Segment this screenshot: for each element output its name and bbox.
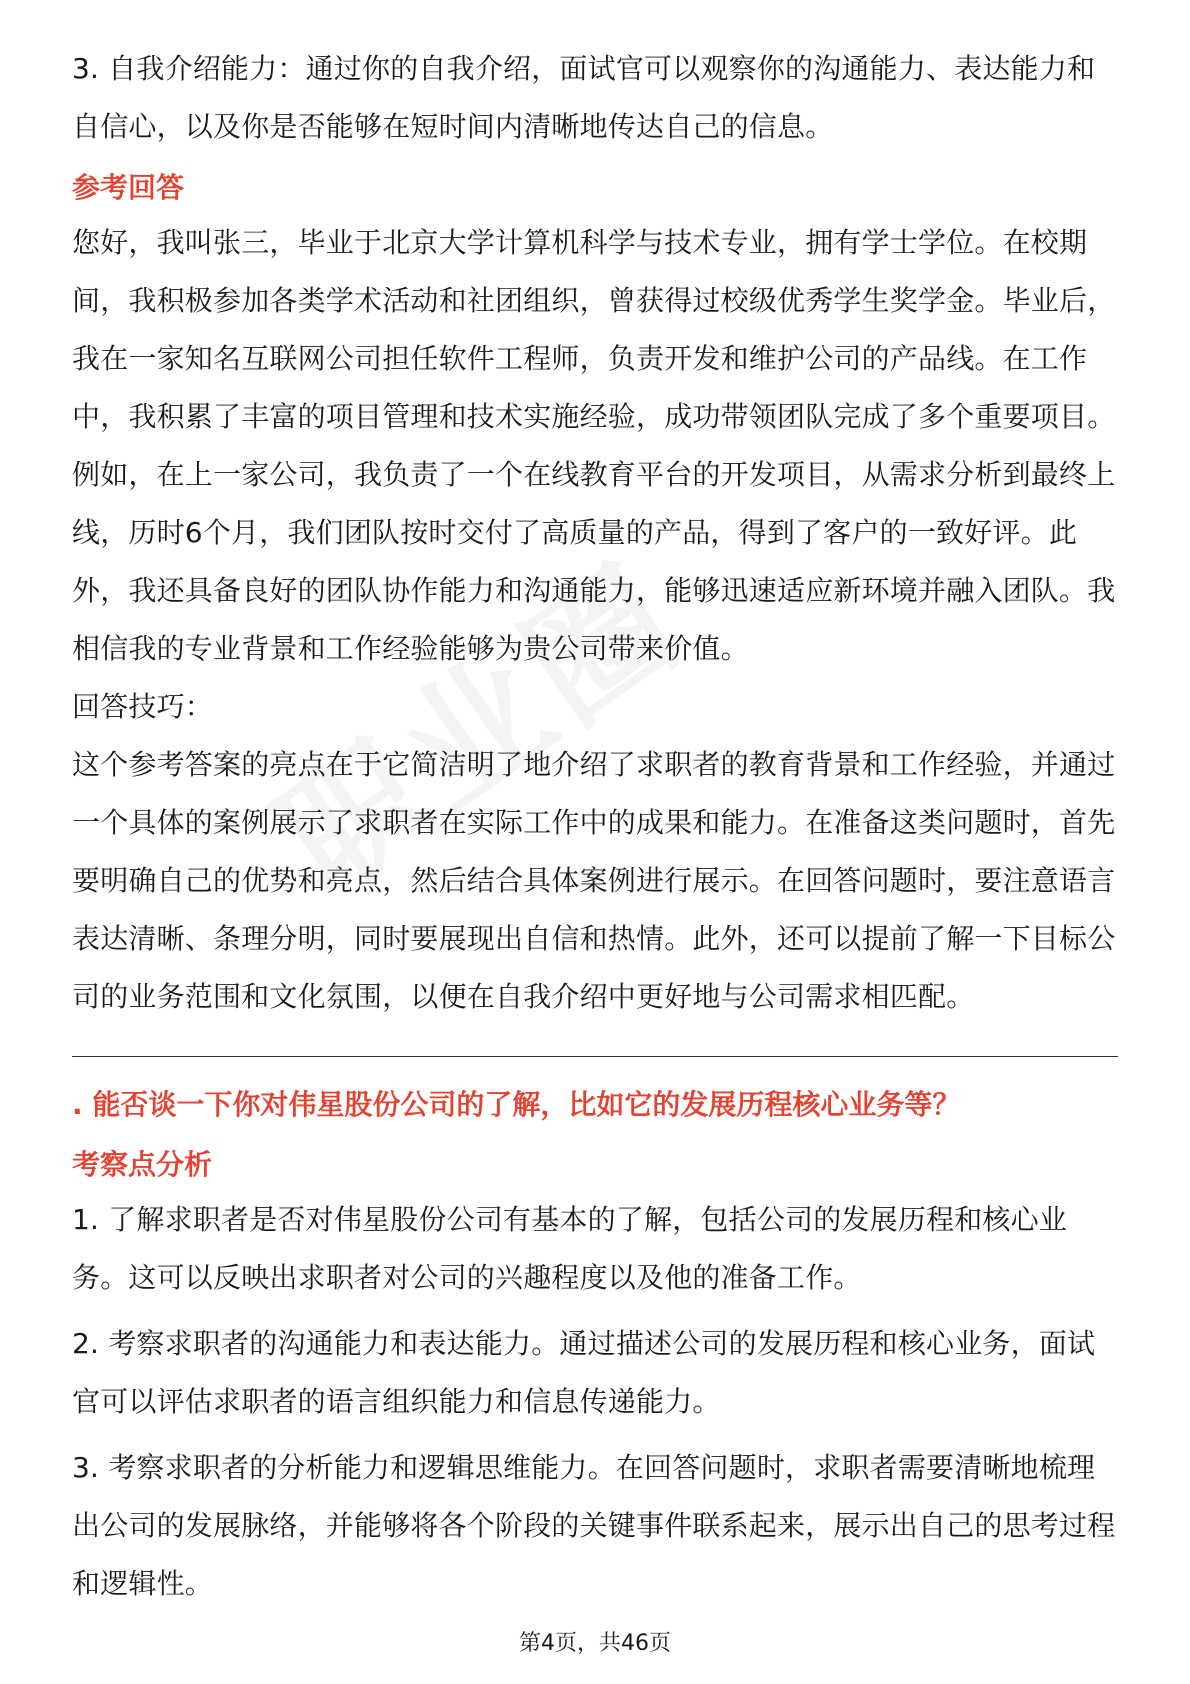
answer-tips-text: 这个参考答案的亮点在于它简洁明了地介绍了求职者的教育背景和工作经验，并通过一个具体的案例展示了求职者在实际工作中的成果和能力。在准备这类问题时，首先要明确自己的优势和亮点，然后结合具体案例进行展示。在回答问题时，要注意语言表达清晰、条理分明，同时要展现出自信和热情。此外，还可以提前了解一下目标公司的业务范围和文化氛围，以便在自我介绍中更好地与公司需求相匹配。: [72, 748, 1116, 1013]
analysis-heading: 考察点分析: [72, 1148, 213, 1181]
document-body: [72, 40, 1118, 1613]
page-number-footer: 第4页，共46页: [519, 1631, 671, 1656]
analysis-point-2: 2. 考察求职者的沟通能力和表达能力。通过描述公司的发展历程和核心业务，面试官可以评估求职者的语言组织能力和信息传递能力。: [72, 1327, 1096, 1418]
reference-answer-text: 您好，我叫张三，毕业于北京大学计算机科学与技术专业，拥有学士学位。在校期间，我积极参加各类学术活动和社团组织，曾获得过校级优秀学生奖学金。毕业后，我在一家知名互联网公司担任软件工程师，负责开发和维护公司的产品线。在工作中，我积累了丰富的项目管理和技术实施经验，成功带领团队完成了多个重要项目。例如，在上一家公司，我负责了一个在线教育平台的开发项目，从需求分析到最终上线，历时6个月，我们团队按时交付了高质量的产品，得到了客户的一致好评。此外，我还具备良好的团队协作能力和沟通能力，能够迅速适应新环境并融入团队。我相信我的专业背景和工作经验能够为贵公司带来价值。: [72, 226, 1116, 665]
reference-answer-heading: 参考回答: [72, 171, 185, 204]
question-heading: . 能否谈一下你对伟星股份公司的了解，比如它的发展历程核心业务等？: [72, 1088, 961, 1121]
section-divider: [72, 1056, 1118, 1057]
item-3-text: 3. 自我介绍能力：通过你的自我介绍，面试官可以观察你的沟通能力、表达能力和自信心，以及你是否能够在短时间内清晰地传达自己的信息。: [72, 52, 1096, 143]
analysis-point-3: 3. 考察求职者的分析能力和逻辑思维能力。在回答问题时，求职者需要清晰地梳理出公司的发展脉络，并能够将各个阶段的关键事件联系起来，展示出自己的思考过程和逻辑性。: [72, 1451, 1116, 1600]
analysis-point-1: 1. 了解求职者是否对伟星股份公司有基本的了解，包括公司的发展历程和核心业务。这可以反映出求职者对公司的兴趣程度以及他的准备工作。: [72, 1203, 1068, 1294]
answer-tips-label: 回答技巧：: [72, 690, 214, 723]
